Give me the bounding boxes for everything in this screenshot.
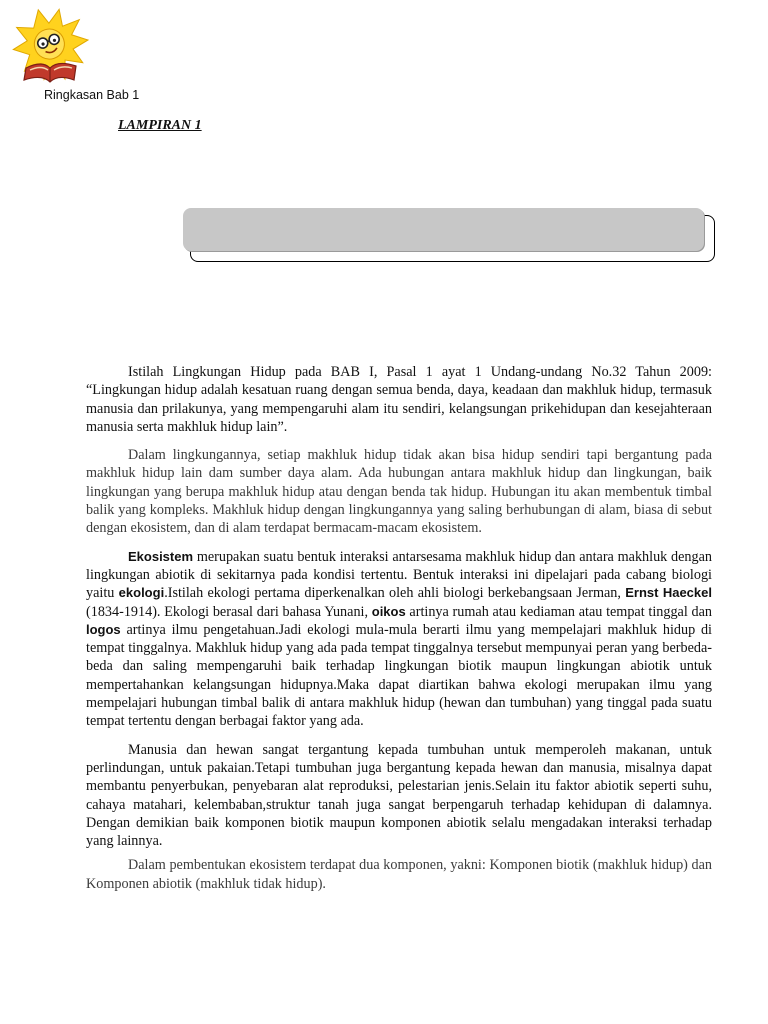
document-body (86, 363, 712, 903)
paragraph-ekosistem (86, 548, 712, 731)
paragraph-lingkungan-makhluk: Dalam lingkungannya, setiap makhluk hidup tidak akan bisa hidup sendiri tapi bergantung pada makhluk hidup lain dam sumber daya alam. Ada hubungan antara makhluk hidup dan lingkungan, baik lingkungan yang berupa makhluk hidup atau dengan benda tak hidup. Hubungan itu akan membentuk timbal balik yang kompleks. Makhluk hidup dengan lingkungannya yang saling berhubungan di alam, biasa di sebut dengan ekosistem, dan di alam terdapat bermacam-macam ekosistem. (86, 447, 712, 537)
sun-reading-book-logo (8, 4, 92, 88)
ekosistem-text-1: merupakan suatu bentuk interaksi antarsesama makhluk hidup dan antara makhluk dengan lingkungan abiotik di sekitarnya pada kondisi tertentu. Bentuk interaksi ini dipelajari pada cabang biologi yaitu (86, 548, 712, 602)
ekosistem-text-4: artinya rumah atau kediaman atau tempat tinggal dan (405, 603, 712, 620)
paragraph-lingkungan-hidup: Istilah Lingkungan Hidup pada BAB I, Pasal 1 ayat 1 Undang-undang No.32 Tahun 2009: “Lingkungan hidup adalah kesatuan ruang dengan semua benda, daya, keadaan dan makhluk hidup, termasuk manusia dan prilakunya, yang mempengaruhi alam itu sendiri, kelangsungan prikehidupan dan kesejahteraan manusia serta makhluk hidup lain”. (86, 364, 712, 435)
document-header-title: Ringkasan Bab 1 (44, 88, 140, 102)
term-ekologi: ekologi (118, 585, 165, 601)
ekosistem-text-2: .Istilah ekologi pertama diperkenalkan oleh ahli biologi berkebangsaan Jerman, (164, 585, 626, 602)
ekosistem-text-3: (1834-1914). Ekologi berasal dari bahasa Yunani, (86, 603, 372, 620)
appendix-heading: LAMPIRAN 1 (118, 118, 202, 133)
paragraph-komponen: Dalam pembentukan ekosistem terdapat dua komponen, yakni: Komponen biotik (makhluk hidup) dan Komponen abiotik (makhluk tidak hidup). (86, 857, 712, 892)
term-logos: logos (86, 621, 121, 637)
term-ekosistem: Ekosistem (128, 548, 194, 564)
title-box-banner (183, 208, 704, 251)
ekosistem-text-5: artinya ilmu pengetahuan.Jadi ekologi mula-mula berarti ilmu yang mempelajari makhluk hidup di tempat tinggalnya. Makhluk hidup yang ada pada tempat tinggalnya tersebut mempunyai peran yang berbeda-beda dan saling mempengaruhi baik terhadap lingkungan biotik maupun lingkungan abiotik untuk mempertahankan kelangsungan hidupnya.Maka dapat diartikan bahwa ekologi merupakan ilmu yang mempelajari hubungan timbal balik di antara makhluk hidup (hewan dan tumbuhan) yang tinggal pada suatu tempat tertentu dengan berbagai faktor yang ada. (86, 621, 712, 730)
term-ernst-haeckel: Ernst Haeckel (625, 585, 712, 601)
term-oikos: oikos (371, 603, 406, 619)
paragraph-interaksi: Manusia dan hewan sangat tergantung kepada tumbuhan untuk memperoleh makanan, untuk perlindungan, untuk pakaian.Tetapi tumbuhan juga bergantung kepada hewan dan manusia, misalnya dapat membantu penyerbukan, penyebaran alat reproduksi, pelestarian jenis.Selain itu faktor abiotik seperti suhu, cahaya matahari, kelembaban,struktur tanah juga sangat berpengaruh terhadap kehidupan di dalamnya. Dengan demikian baik komponen biotik maupun komponen abiotik selalu mengadakan interaksi terhadap yang lainnya. (86, 741, 712, 850)
